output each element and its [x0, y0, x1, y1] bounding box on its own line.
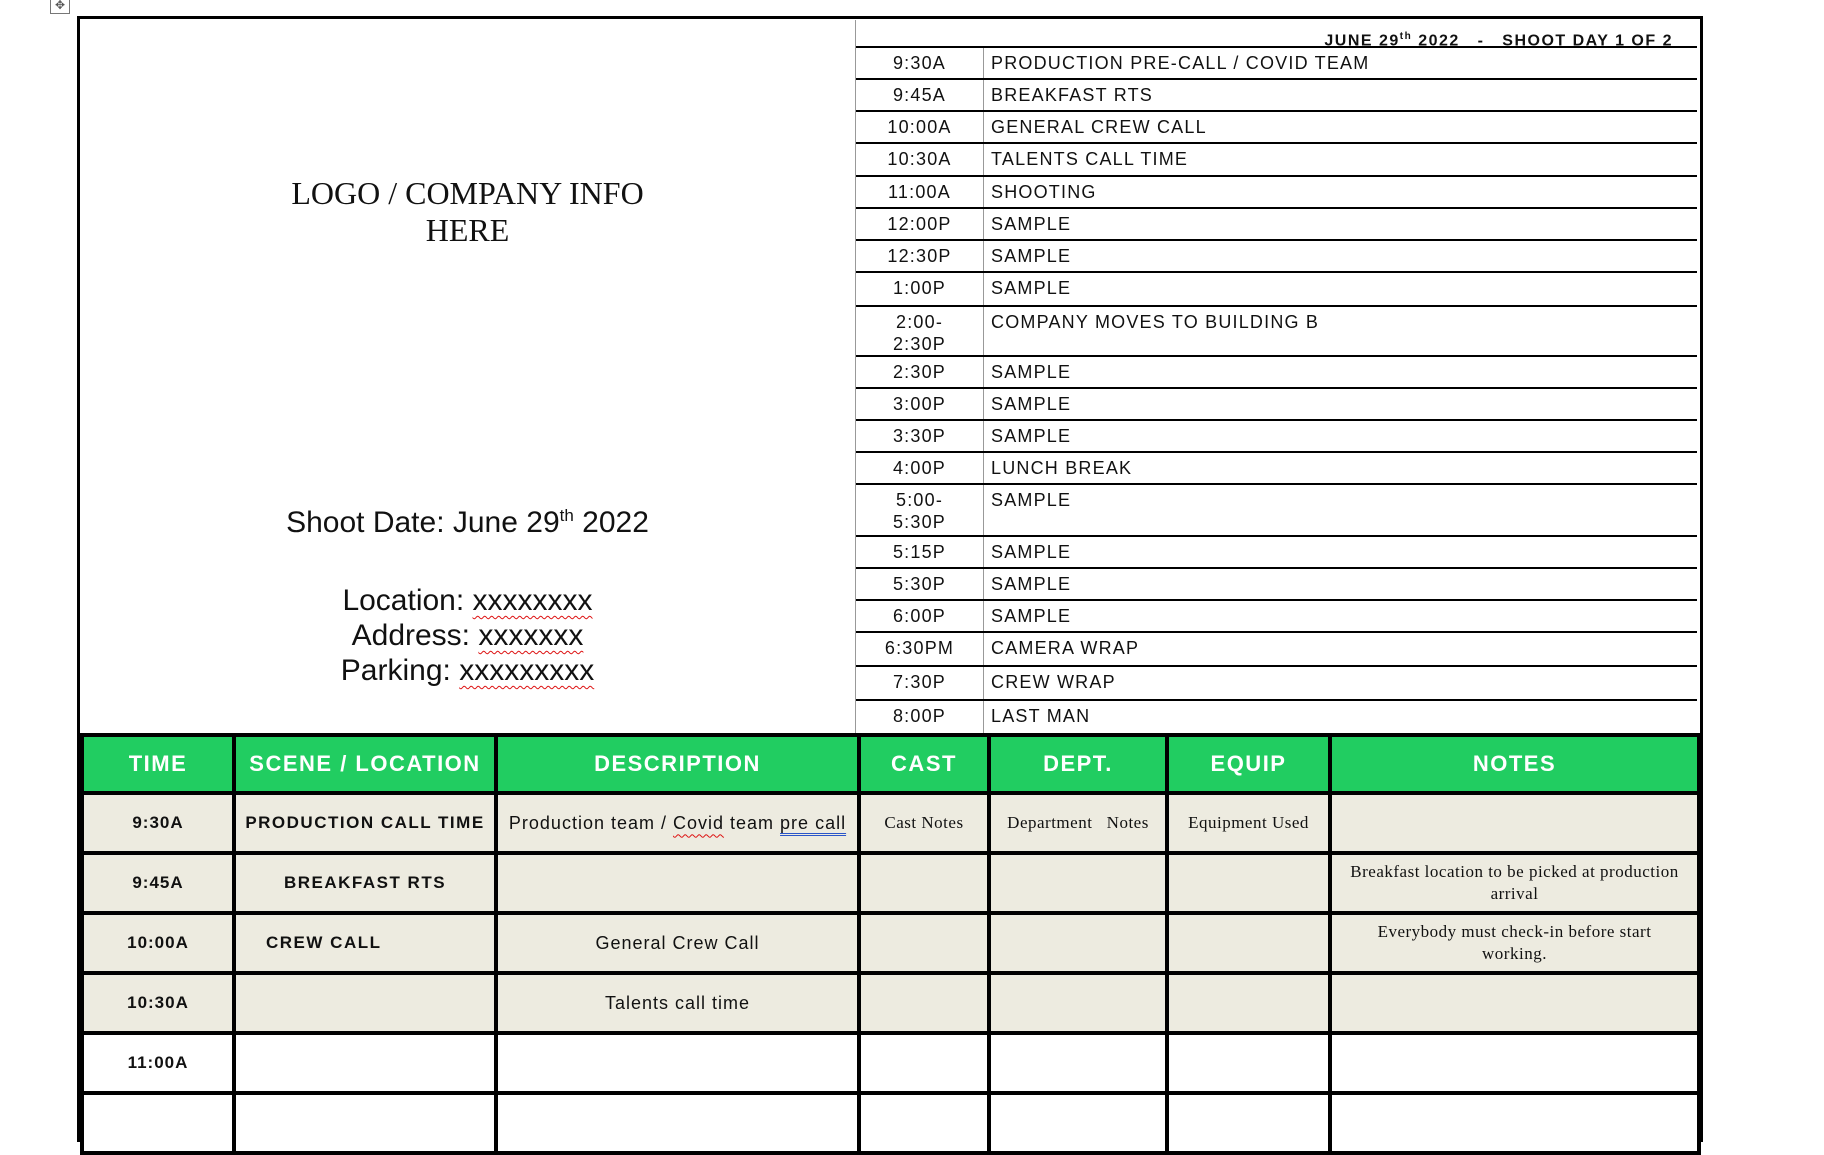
cell-scene[interactable]: CREW CALL [234, 913, 496, 973]
schedule-time[interactable]: 10:30A [856, 144, 984, 175]
cell-cast[interactable] [859, 913, 989, 973]
table-row [82, 793, 1699, 853]
schedule-row [856, 239, 1697, 271]
cell-dept[interactable] [989, 973, 1167, 1033]
schedule-event[interactable]: SAMPLE [991, 214, 1072, 234]
desc-part-spell: Covid [672, 812, 725, 833]
schedule-event[interactable]: SHOOTING [991, 182, 1097, 202]
shoot-date [80, 506, 855, 540]
cell-scene[interactable]: BREAKFAST RTS [234, 853, 496, 913]
address-label: Address: [351, 619, 471, 652]
cell-time[interactable]: 9:45A [82, 853, 234, 913]
cell-scene[interactable] [234, 973, 496, 1033]
cell-notes[interactable] [1330, 1093, 1699, 1153]
header-description: DESCRIPTION [496, 735, 859, 793]
location-line [80, 583, 855, 618]
header-time: TIME [82, 735, 234, 793]
cell-description[interactable]: General Crew Call [496, 913, 859, 973]
location-label: Location: [342, 584, 465, 617]
cell-cast[interactable] [859, 1033, 989, 1093]
table-row [82, 853, 1699, 913]
cell-description[interactable] [496, 793, 859, 853]
schedule-time[interactable]: 5:15P [856, 537, 984, 567]
cell-notes[interactable]: Breakfast location to be picked at production arrival [1330, 853, 1699, 913]
schedule-event[interactable]: PRODUCTION PRE-CALL / COVID TEAM [991, 53, 1370, 73]
parking-line [80, 653, 855, 688]
schedule-row [856, 355, 1697, 387]
schedule-time[interactable]: 2:00- 2:30P [856, 307, 984, 355]
schedule-row [856, 175, 1697, 207]
schedule-time[interactable]: 8:00P [856, 701, 984, 734]
table-header-row [82, 735, 1699, 793]
cell-description[interactable] [496, 1033, 859, 1093]
schedule-event[interactable]: TALENTS CALL TIME [991, 149, 1189, 169]
table-row [82, 1033, 1699, 1093]
logo-placeholder [80, 175, 855, 249]
schedule-time[interactable]: 6:00P [856, 601, 984, 631]
cell-notes[interactable]: Everybody must check-in before start working. [1330, 913, 1699, 973]
schedule-row [856, 142, 1697, 175]
schedule-time[interactable]: 5:00- 5:30P [856, 485, 984, 535]
schedule-row [856, 305, 1697, 355]
schedule-event[interactable]: SAMPLE [991, 278, 1072, 298]
header-dept: DEPT. [989, 735, 1167, 793]
table-row [82, 1093, 1699, 1153]
parking-value: xxxxxxxxx [459, 654, 595, 687]
schedule-event[interactable]: SAMPLE [991, 426, 1072, 446]
cell-description[interactable]: Talents call time [496, 973, 859, 1033]
cell-equip[interactable]: Equipment Used [1167, 793, 1330, 853]
cell-cast[interactable]: Cast Notes [859, 793, 989, 853]
schedule-row [856, 387, 1697, 419]
cell-dept[interactable] [989, 1093, 1167, 1153]
schedule-header-sup: th [1399, 31, 1413, 42]
schedule-row [856, 78, 1697, 110]
schedule-row [856, 599, 1697, 631]
parking-label: Parking: [340, 654, 451, 687]
schedule-event[interactable]: SAMPLE [991, 362, 1072, 382]
location-block [80, 583, 855, 688]
schedule-time[interactable]: 9:30A [856, 48, 984, 78]
company-info-panel [80, 20, 855, 733]
cell-dept[interactable] [989, 913, 1167, 973]
cell-time[interactable]: 10:30A [82, 973, 234, 1033]
address-value: xxxxxxx [478, 619, 584, 652]
cell-time[interactable]: 10:00A [82, 913, 234, 973]
schedule-time[interactable]: 4:00P [856, 453, 984, 483]
schedule-row [856, 665, 1697, 699]
cell-notes[interactable] [1330, 1033, 1699, 1093]
header-cast: CAST [859, 735, 989, 793]
desc-part-grammar: pre call [780, 812, 847, 833]
schedule-row [856, 207, 1697, 239]
table-row [82, 913, 1699, 973]
cell-cast[interactable] [859, 1093, 989, 1153]
schedule-row [856, 535, 1697, 567]
cell-scene[interactable] [234, 1033, 496, 1093]
schedule-time[interactable]: 9:45A [856, 80, 984, 110]
schedule-time[interactable]: 3:00P [856, 389, 984, 419]
schedule-time[interactable]: 5:30P [856, 569, 984, 599]
shoot-date-sup: th [559, 506, 574, 525]
desc-part: Production team / [508, 812, 673, 833]
schedule-event[interactable]: SAMPLE [991, 246, 1072, 266]
schedule-row [856, 699, 1697, 734]
schedule-time[interactable]: 6:30PM [856, 633, 984, 665]
schedule-event[interactable]: SAMPLE [991, 394, 1072, 414]
header-notes: NOTES [1330, 735, 1699, 793]
schedule-row [856, 567, 1697, 599]
cell-notes[interactable] [1330, 973, 1699, 1033]
schedule-event[interactable]: GENERAL CREW CALL [991, 117, 1207, 137]
cell-description[interactable] [496, 853, 859, 913]
schedule-row [856, 110, 1697, 142]
cell-equip[interactable] [1167, 913, 1330, 973]
shoot-date-label: Shoot Date: June 29 [286, 506, 560, 539]
schedule-row [856, 46, 1697, 78]
schedule-header-rest: 2022 - SHOOT DAY 1 OF 2 [1418, 32, 1673, 50]
schedule-header-date: JUNE 29 [1324, 32, 1400, 50]
cell-time[interactable]: 9:30A [82, 793, 234, 853]
schedule-time[interactable]: 12:00P [856, 209, 984, 239]
cell-time[interactable] [82, 1093, 234, 1153]
schedule-event[interactable]: SAMPLE [991, 542, 1072, 562]
schedule-header [856, 20, 1697, 50]
cell-cast[interactable] [859, 973, 989, 1033]
schedule-rows [856, 46, 1697, 734]
cell-equip[interactable] [1167, 853, 1330, 913]
schedule-event[interactable]: LAST MAN [991, 706, 1091, 726]
table-move-handle-icon[interactable]: ✥ [50, 0, 70, 14]
cell-description[interactable] [496, 1093, 859, 1153]
shoot-date-year: 2022 [582, 506, 649, 539]
cell-equip[interactable] [1167, 1093, 1330, 1153]
cell-dept[interactable]: Department Notes [989, 793, 1167, 853]
cell-dept[interactable] [989, 853, 1167, 913]
schedule-time[interactable]: 2:30P [856, 357, 984, 387]
schedule-row [856, 419, 1697, 451]
logo-line-1: LOGO / COMPANY INFO [291, 175, 644, 211]
schedule-event[interactable]: LUNCH BREAK [991, 458, 1133, 478]
cell-dept[interactable] [989, 1033, 1167, 1093]
cell-cast[interactable] [859, 853, 989, 913]
cell-time[interactable]: 11:00A [82, 1033, 234, 1093]
table-row [82, 973, 1699, 1033]
schedule-event[interactable]: CAMERA WRAP [991, 638, 1140, 658]
header-equip: EQUIP [1167, 735, 1330, 793]
schedule-time[interactable]: 11:00A [856, 177, 984, 207]
address-line [80, 618, 855, 653]
cell-equip[interactable] [1167, 973, 1330, 1033]
call-sheet-table [80, 733, 1701, 1155]
cell-scene[interactable]: PRODUCTION CALL TIME [234, 793, 496, 853]
schedule-event[interactable]: SAMPLE [991, 606, 1072, 626]
schedule-row [856, 451, 1697, 483]
desc-part: team [724, 812, 781, 833]
schedule-event[interactable]: COMPANY MOVES TO BUILDING B [991, 312, 1320, 332]
location-value: xxxxxxxx [472, 584, 593, 617]
schedule-time[interactable]: 3:30P [856, 421, 984, 451]
day-schedule [855, 20, 1697, 734]
schedule-row [856, 483, 1697, 535]
schedule-time[interactable]: 12:30P [856, 241, 984, 271]
schedule-event[interactable]: SAMPLE [991, 574, 1072, 594]
schedule-row [856, 631, 1697, 665]
schedule-time[interactable]: 10:00A [856, 112, 984, 142]
schedule-time[interactable]: 1:00P [856, 273, 984, 305]
cell-notes[interactable] [1330, 793, 1699, 853]
schedule-event[interactable]: BREAKFAST RTS [991, 85, 1153, 105]
cell-equip[interactable] [1167, 1033, 1330, 1093]
schedule-event[interactable]: SAMPLE [991, 490, 1072, 510]
cell-scene[interactable] [234, 1093, 496, 1153]
header-scene-location: SCENE / LOCATION [234, 735, 496, 793]
schedule-event[interactable]: CREW WRAP [991, 672, 1116, 692]
schedule-time[interactable]: 7:30P [856, 667, 984, 699]
schedule-row [856, 271, 1697, 305]
logo-line-2: HERE [425, 212, 510, 248]
